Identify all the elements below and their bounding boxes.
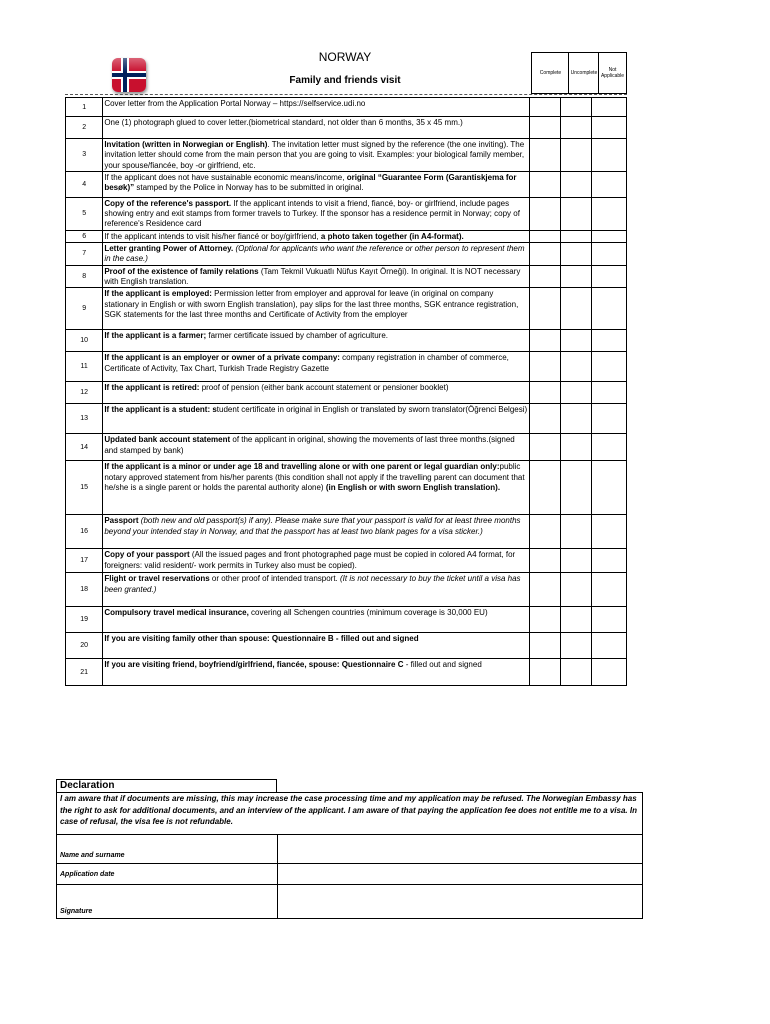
requirement-text: Proof of the existence of family relations (Tam Tekmil Vukuatlı Nüfus Kayıt Örneği). In original. It is NOT necessary with English translation. xyxy=(104,266,521,286)
checkbox-uncomplete[interactable] xyxy=(560,461,591,515)
item-number: 2 xyxy=(66,117,103,139)
checkbox-complete[interactable] xyxy=(529,461,560,515)
declaration-title: Declaration xyxy=(56,779,277,792)
item-number: 15 xyxy=(66,461,103,515)
requirement-text: If you are visiting friend, boyfriend/girlfriend, fiancée, spouse: Questionnaire C - filled out and signed xyxy=(104,660,482,670)
checkbox-uncomplete[interactable] xyxy=(560,230,591,242)
name-field-row[interactable] xyxy=(56,835,643,864)
checkbox-not-applicable[interactable] xyxy=(591,382,626,404)
column-header-not-applicable: Not Applicable xyxy=(598,52,627,94)
checkbox-not-applicable[interactable] xyxy=(591,230,626,242)
requirement-text: Compulsory travel medical insurance, covering all Schengen countries (minimum coverage is 30,000 EU) xyxy=(104,608,488,618)
checkbox-complete[interactable] xyxy=(529,573,560,607)
item-number: 5 xyxy=(66,197,103,230)
item-number: 1 xyxy=(66,98,103,117)
requirement-text: If the applicant is a minor or under age 18 and travelling alone or with one parent or legal guardian only:public notary approved statement from his/her parents (this condition shall not apply if the travelling parent can document that he/she is a single parent or holds the parental authority alone) (in English or with sworn English translation). xyxy=(104,462,525,492)
table-row xyxy=(66,98,627,117)
requirement-text-cell xyxy=(103,171,530,197)
checkbox-not-applicable[interactable] xyxy=(591,197,626,230)
checkbox-not-applicable[interactable] xyxy=(591,288,626,330)
checkbox-complete[interactable] xyxy=(529,382,560,404)
page-title: NORWAY xyxy=(318,50,372,64)
checkbox-not-applicable[interactable] xyxy=(591,117,626,139)
checkbox-not-applicable[interactable] xyxy=(591,607,626,633)
table-row xyxy=(66,197,627,230)
item-number: 14 xyxy=(66,434,103,461)
checkbox-uncomplete[interactable] xyxy=(560,352,591,382)
checkbox-not-applicable[interactable] xyxy=(591,265,626,288)
checkbox-uncomplete[interactable] xyxy=(560,139,591,172)
item-number: 9 xyxy=(66,288,103,330)
checkbox-complete[interactable] xyxy=(529,288,560,330)
requirement-text-cell xyxy=(103,197,530,230)
requirement-text: If the applicant does not have sustainable economic means/income, original “Guarantee Form (Garantiskjema for besøk)” stamped by the Police in Norway has to be submitted in original. xyxy=(104,172,517,193)
requirement-text: Passport (both new and old passport(s) if any). Please make sure that your passport is valid for at least three months beyond your intended stay in Norway, and that the passport has at least two blank pages for a visa sticker.) xyxy=(104,516,521,536)
checkbox-not-applicable[interactable] xyxy=(591,515,626,549)
checkbox-complete[interactable] xyxy=(529,139,560,172)
checkbox-complete[interactable] xyxy=(529,265,560,288)
requirement-text: One (1) photograph glued to cover letter.(biometrical standard, not older than 6 months, 35 x 45 mm.) xyxy=(104,118,463,127)
checkbox-not-applicable[interactable] xyxy=(591,330,626,352)
signature-field-row[interactable] xyxy=(56,885,643,919)
table-row xyxy=(66,265,627,288)
table-row xyxy=(66,139,627,172)
checkbox-uncomplete[interactable] xyxy=(560,98,591,117)
checkbox-not-applicable[interactable] xyxy=(591,404,626,434)
requirement-text-cell xyxy=(103,352,530,382)
checkbox-complete[interactable] xyxy=(529,659,560,686)
item-number: 7 xyxy=(66,243,103,266)
requirement-text: Copy of your passport (All the issued pages and front photographed page must be copied in colored A4 format, for foreigners: valid resident/- work permits in Turkey also must be copied). xyxy=(104,550,516,570)
date-field-label: Application date xyxy=(57,864,278,884)
item-number: 10 xyxy=(66,330,103,352)
requirement-text: Invitation (written in Norwegian or English). The invitation letter must signed by the reference (the one inviting). The invitation letter should come from the main person that you are going to visit. Examples: your biological family member, your spouse/fiancée, boy -or girlfriend, etc. xyxy=(104,140,525,170)
table-row xyxy=(66,607,627,633)
table-row xyxy=(66,549,627,573)
item-number: 13 xyxy=(66,404,103,434)
checkbox-not-applicable[interactable] xyxy=(591,461,626,515)
requirement-text-cell xyxy=(103,404,530,434)
checkbox-not-applicable[interactable] xyxy=(591,573,626,607)
checkbox-uncomplete[interactable] xyxy=(560,404,591,434)
table-row xyxy=(66,434,627,461)
requirement-text-cell xyxy=(103,382,530,404)
item-number: 20 xyxy=(66,633,103,659)
checkbox-complete[interactable] xyxy=(529,404,560,434)
requirement-text: If the applicant is a student: student certificate in original in English or translated by sworn translator(Öğrenci Belgesi) xyxy=(104,405,528,415)
requirement-text-cell xyxy=(103,515,530,549)
checkbox-complete[interactable] xyxy=(529,243,560,266)
table-row xyxy=(66,330,627,352)
requirement-text-cell xyxy=(103,139,530,172)
checkbox-uncomplete[interactable] xyxy=(560,117,591,139)
checkbox-uncomplete[interactable] xyxy=(560,265,591,288)
requirement-text: Letter granting Power of Attorney. (Optional for applicants who want the reference or other person to represent them in the case.) xyxy=(104,244,525,264)
item-number: 21 xyxy=(66,659,103,686)
requirement-text-cell xyxy=(103,434,530,461)
requirement-text-cell xyxy=(103,607,530,633)
item-number: 11 xyxy=(66,352,103,382)
checkbox-uncomplete[interactable] xyxy=(560,330,591,352)
checkbox-not-applicable[interactable] xyxy=(591,633,626,659)
item-number: 18 xyxy=(66,573,103,607)
checkbox-uncomplete[interactable] xyxy=(560,197,591,230)
checkbox-uncomplete[interactable] xyxy=(560,288,591,330)
item-number: 6 xyxy=(66,230,103,242)
requirement-text: If the applicant is a farmer; farmer certificate issued by chamber of agriculture. xyxy=(104,331,388,341)
requirement-text-cell xyxy=(103,265,530,288)
checkbox-uncomplete[interactable] xyxy=(560,243,591,266)
requirement-text: If the applicant is an employer or owner of a private company: company registration in chamber of commerce, Certificate of Activity, Tax Chart, Turkish Trade Registry Gazette xyxy=(104,353,509,373)
norway-flag-icon xyxy=(112,58,146,92)
requirement-text-cell xyxy=(103,117,530,139)
column-header-complete: Complete xyxy=(531,52,569,94)
requirement-text: If the applicant is retired: proof of pension (either bank account statement or pensioner booklet) xyxy=(104,383,449,393)
checkbox-not-applicable[interactable] xyxy=(591,352,626,382)
table-row xyxy=(66,230,627,242)
requirement-text: Cover letter from the Application Portal Norway – https://selfservice.udi.no xyxy=(104,99,366,108)
table-row xyxy=(66,515,627,549)
checkbox-uncomplete[interactable] xyxy=(560,434,591,461)
requirement-text-cell xyxy=(103,330,530,352)
item-number: 16 xyxy=(66,515,103,549)
requirement-text-cell xyxy=(103,461,530,515)
table-row xyxy=(66,243,627,266)
requirement-text-cell xyxy=(103,573,530,607)
checkbox-not-applicable[interactable] xyxy=(591,98,626,117)
checkbox-uncomplete[interactable] xyxy=(560,659,591,686)
table-row xyxy=(66,171,627,197)
requirement-text-cell xyxy=(103,633,530,659)
checkbox-uncomplete[interactable] xyxy=(560,607,591,633)
checkbox-not-applicable[interactable] xyxy=(591,139,626,172)
checkbox-complete[interactable] xyxy=(529,197,560,230)
checkbox-not-applicable[interactable] xyxy=(591,243,626,266)
item-number: 8 xyxy=(66,265,103,288)
table-row xyxy=(66,659,627,686)
requirement-text: If the applicant intends to visit his/her fiancé or boy/girlfriend, a photo taken together (in A4-format). xyxy=(104,231,464,241)
header-divider xyxy=(65,94,627,95)
checkbox-uncomplete[interactable] xyxy=(560,573,591,607)
checkbox-complete[interactable] xyxy=(529,98,560,117)
checkbox-complete[interactable] xyxy=(529,171,560,197)
table-row xyxy=(66,404,627,434)
date-field-row[interactable] xyxy=(56,864,643,885)
requirement-text: Flight or travel reservations or other proof of intended transport. (It is not necessary to buy the ticket until a visa has been granted.) xyxy=(104,574,521,594)
item-number: 19 xyxy=(66,607,103,633)
declaration-text: I am aware that if documents are missing, this may increase the case processing time and my application may be refused. The Norwegian Embassy has the right to ask for additional documents, and an interview of the applicant. I am aware of that paying the application fee does not entitle me to a visa. In case of refusal, the visa fee is not refundable. xyxy=(56,792,643,835)
checkbox-not-applicable[interactable] xyxy=(591,171,626,197)
requirement-text: Copy of the reference's passport. If the applicant intends to visit a friend, fiancé, boy- or girlfriend, include pages showing entry and exit stamps from former travels to Turkey. If the sponsor has a residence permit in Norway; copy of reference's Residence card xyxy=(104,198,520,229)
requirements-table xyxy=(65,97,627,686)
table-row xyxy=(66,382,627,404)
checkbox-uncomplete[interactable] xyxy=(560,171,591,197)
checkbox-not-applicable[interactable] xyxy=(591,434,626,461)
checkbox-uncomplete[interactable] xyxy=(560,549,591,573)
requirement-text: Updated bank account statement of the applicant in original, showing the movements of last three months.(signed and stamped by bank) xyxy=(104,435,515,455)
name-field-label: Name and surname xyxy=(57,835,278,863)
checkbox-not-applicable[interactable] xyxy=(591,549,626,573)
item-number: 3 xyxy=(66,139,103,172)
table-row xyxy=(66,461,627,515)
checkbox-uncomplete[interactable] xyxy=(560,633,591,659)
requirement-text-cell xyxy=(103,549,530,573)
checkbox-uncomplete[interactable] xyxy=(560,515,591,549)
checkbox-complete[interactable] xyxy=(529,549,560,573)
checkbox-complete[interactable] xyxy=(529,434,560,461)
item-number: 17 xyxy=(66,549,103,573)
requirement-text-cell xyxy=(103,98,530,117)
requirement-text: If the applicant is employed: Permission letter from employer and approval for leave (in original on company stationary in English or with sworn English translation), pay slips for the last three months, SGK entrance registration, SGK statements for the last three months and Certificate of Activity from the employer xyxy=(104,289,519,319)
checkbox-complete[interactable] xyxy=(529,607,560,633)
checkbox-complete[interactable] xyxy=(529,352,560,382)
table-row xyxy=(66,573,627,607)
table-row xyxy=(66,352,627,382)
table-row xyxy=(66,288,627,330)
checkbox-complete[interactable] xyxy=(529,117,560,139)
item-number: 12 xyxy=(66,382,103,404)
checkbox-complete[interactable] xyxy=(529,515,560,549)
checkbox-uncomplete[interactable] xyxy=(560,382,591,404)
item-number: 4 xyxy=(66,171,103,197)
checkbox-complete[interactable] xyxy=(529,330,560,352)
signature-field-label: Signature xyxy=(57,885,278,918)
checkbox-complete[interactable] xyxy=(529,230,560,242)
requirement-text-cell xyxy=(103,659,530,686)
checkbox-complete[interactable] xyxy=(529,633,560,659)
checkbox-not-applicable[interactable] xyxy=(591,659,626,686)
requirement-text-cell xyxy=(103,288,530,330)
requirement-text: If you are visiting family other than spouse: Questionnaire B - filled out and signed xyxy=(104,634,419,644)
page-subtitle: Family and friends visit xyxy=(289,75,401,86)
requirement-text-cell xyxy=(103,230,530,242)
table-row xyxy=(66,633,627,659)
requirement-text-cell xyxy=(103,243,530,266)
column-header-uncomplete: Uncomplete xyxy=(568,52,599,94)
table-row xyxy=(66,117,627,139)
